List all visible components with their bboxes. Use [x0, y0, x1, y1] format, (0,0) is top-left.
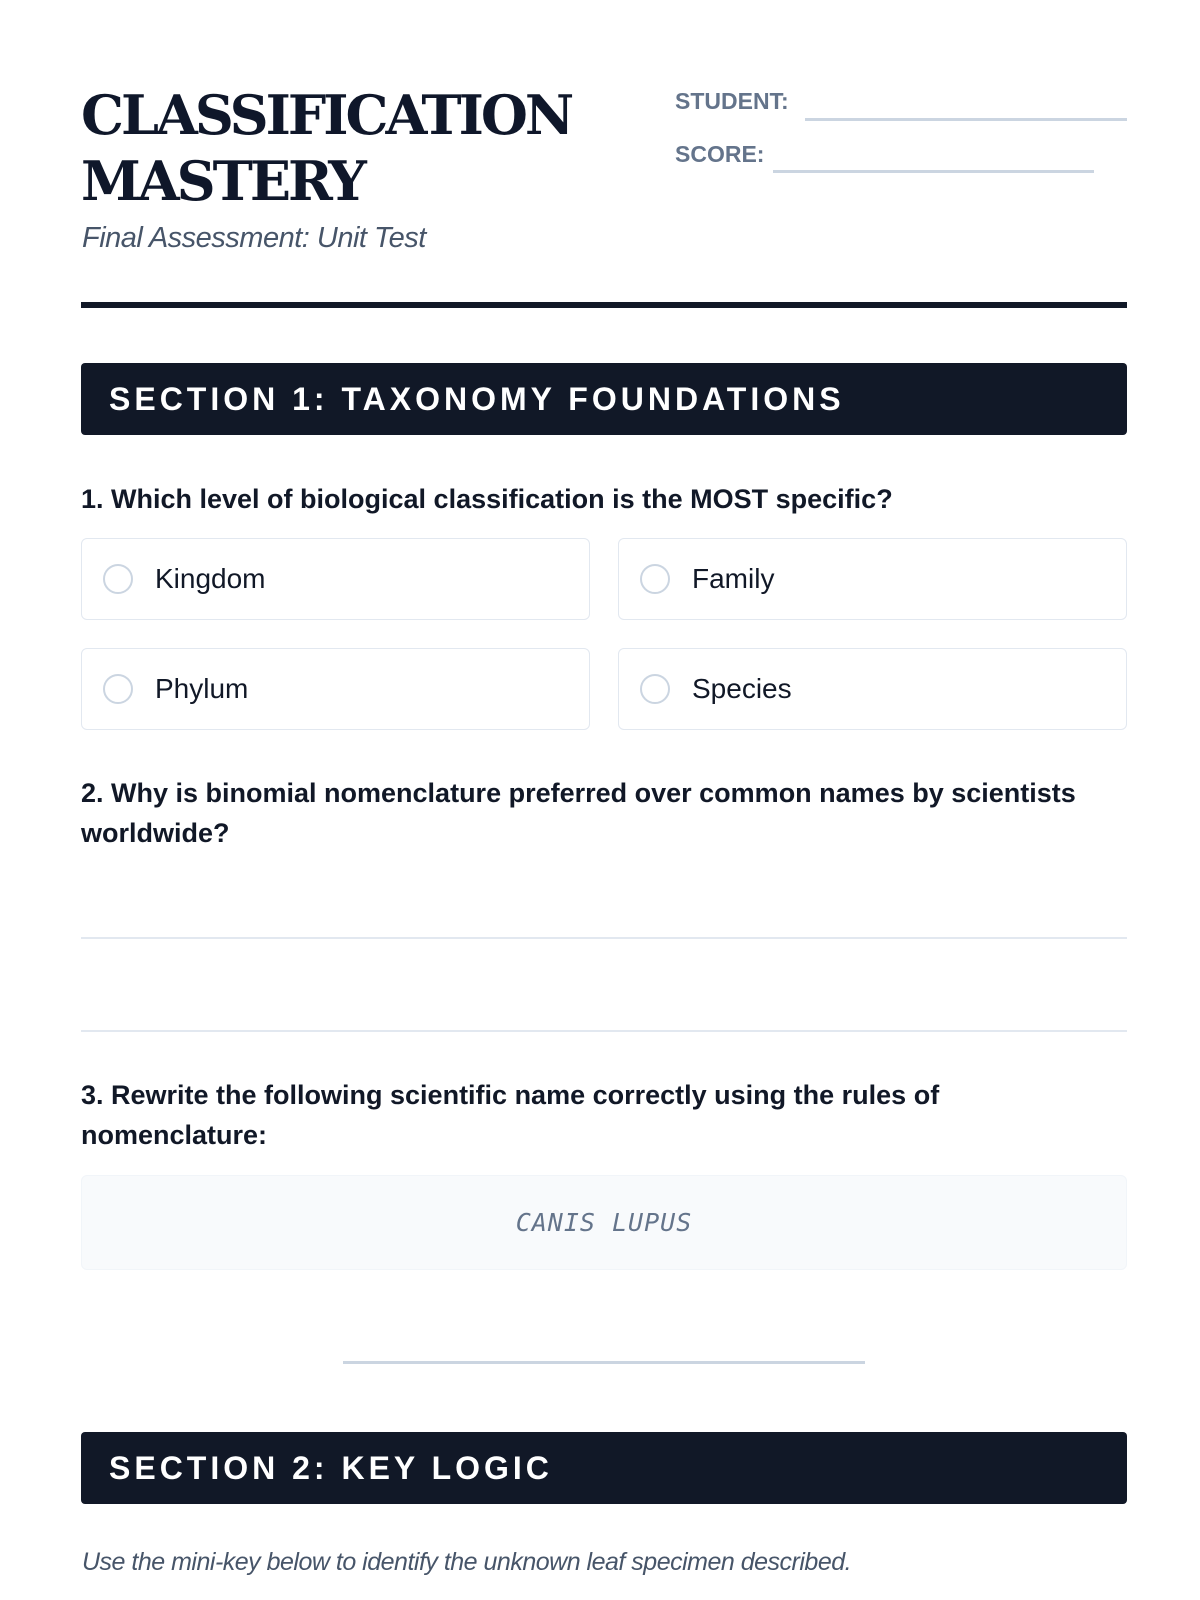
score-field[interactable]	[773, 170, 1094, 173]
question-2: 2. Why is binomial nomenclature preferred over common names by scientists worldwide?	[81, 778, 1076, 848]
question-3: 3. Rewrite the following scientific name correctly using the rules of nomenclature:	[81, 1080, 940, 1150]
question-1: 1. Which level of biological classification is the MOST specific?	[81, 484, 893, 514]
radio-icon[interactable]	[640, 564, 670, 594]
page-title	[81, 82, 571, 214]
section-divider	[343, 1361, 865, 1364]
student-label: STUDENT:	[675, 88, 789, 114]
option-phylum[interactable]	[81, 648, 590, 730]
scientific-name-box	[81, 1175, 1127, 1270]
radio-icon[interactable]	[103, 564, 133, 594]
option-kingdom[interactable]	[81, 538, 590, 620]
subtitle: Final Assessment: Unit Test	[82, 222, 426, 254]
option-label: Phylum	[155, 673, 249, 704]
option-species[interactable]	[618, 648, 1127, 730]
section-2-header: SECTION 2: KEY LOGIC	[81, 1432, 1127, 1504]
answer-line[interactable]	[81, 1030, 1127, 1032]
radio-icon[interactable]	[103, 674, 133, 704]
score-label: SCORE:	[675, 141, 765, 167]
title-line-2: MASTERY	[81, 149, 364, 213]
option-label: Kingdom	[155, 563, 266, 594]
option-label: Species	[692, 673, 792, 704]
student-field[interactable]	[805, 118, 1127, 121]
radio-icon[interactable]	[640, 674, 670, 704]
scientific-name: CANIS LUPUS	[515, 1208, 693, 1237]
option-label: Family	[692, 563, 775, 594]
title-line-1: CLASSIFICATION	[81, 83, 572, 147]
answer-line[interactable]	[81, 937, 1127, 939]
section-1-header: SECTION 1: TAXONOMY FOUNDATIONS	[81, 363, 1127, 435]
section-2-instruction: Use the mini-key below to identify the unknown leaf specimen described.	[82, 1548, 852, 1576]
option-family[interactable]	[618, 538, 1127, 620]
header-rule	[81, 302, 1127, 308]
